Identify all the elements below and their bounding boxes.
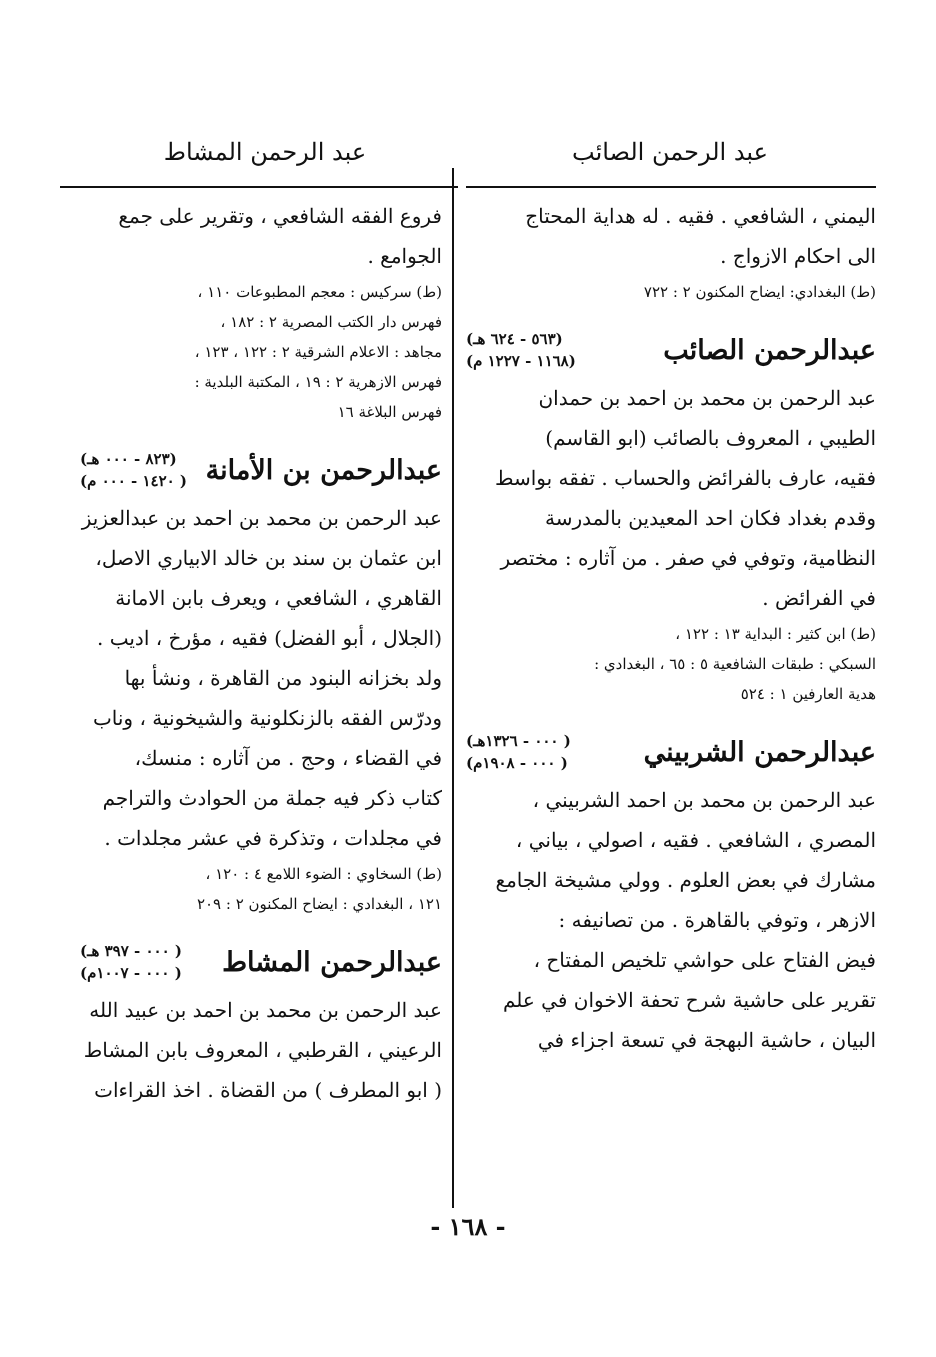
intro-line: فروع الفقه الشافعي ، وتقرير على جمع xyxy=(118,204,442,228)
entry-line: المصري ، الشافعي . فقيه ، اصولي ، بياني ، xyxy=(515,828,876,852)
intro-reference: فهرس البلاغة ١٦ xyxy=(337,403,442,421)
intro-reference: (ط) البغدادي: ايضاح المكنون ٢ : ٧٢٢ xyxy=(643,283,876,301)
entry-line: ( ابو المطرف ) من القضاة . اخذ القراءات xyxy=(94,1078,442,1102)
entry-line: في القضاء ، وحج . من آثاره : منسك، xyxy=(134,746,442,770)
column-divider xyxy=(452,168,454,1208)
page-number: - ١٦٨ - xyxy=(430,1212,506,1241)
entry-dates xyxy=(80,448,187,492)
entry-heading xyxy=(466,328,876,372)
entry-line: عبد الرحمن بن محمد بن احمد بن عبيد الله xyxy=(89,998,442,1022)
entry-line: عبد الرحمن بن محمد بن احمد بن حمدان xyxy=(538,386,876,410)
entry-line: عبد الرحمن بن محمد بن احمد بن عبدالعزيز xyxy=(81,506,442,530)
right-column xyxy=(466,196,876,1206)
intro-line: الى احكام الازواج . xyxy=(720,244,876,268)
running-header-right: عبد الرحمن الصائب xyxy=(572,138,768,166)
dates-gregorian: (١١٦٨ - ١٢٢٧ م) xyxy=(466,352,576,370)
entry-line: ودرّس الفقه بالزنكلونية والشيخونية ، وناب xyxy=(92,706,442,730)
entry-reference: ١٢١ ، البغدادي : ايضاح المكنون ٢ : ٢٠٩ xyxy=(196,895,442,913)
entry-line: في مجلدات ، وتذكرة في عشر مجلدات . xyxy=(104,826,442,850)
entry-dates xyxy=(80,940,182,984)
intro-line: اليمني ، الشافعي . فقيه . له هداية المحتاج xyxy=(525,204,876,228)
entry-heading xyxy=(466,730,876,774)
entry-name: عبدالرحمن الشربيني xyxy=(643,736,876,768)
entry-line: النظامية، وتوفي في صفر . من آثاره : مختصر xyxy=(500,546,876,570)
left-column xyxy=(80,196,442,1206)
entry-dates xyxy=(466,328,576,372)
entry-reference: السبكي : طبقات الشافعية ٥ : ٦٥ ، البغدادي : xyxy=(594,655,876,673)
entry-line: القاهري ، الشافعي ، ويعرف بابن الامانة xyxy=(115,586,442,610)
dates-hijri: (٥٦٣ - ٦٢٤ هـ) xyxy=(466,330,563,348)
running-header-left: عبد الرحمن المشاط xyxy=(163,138,367,166)
entry-line: ابن عثمان بن سند بن خالد الابياري الاصل، xyxy=(95,546,442,570)
header-rule-left xyxy=(60,186,458,188)
entry-line: البيان ، حاشية البهجة في تسعة اجزاء في xyxy=(537,1028,876,1052)
entry-name: عبدالرحمن بن الأمانة xyxy=(205,454,442,486)
entry-line: الطيبي ، المعروف بالصائب (ابو القاسم) xyxy=(545,426,876,450)
entry-line: ولد بخزانه البنود من القاهرة ، ونشأ بها xyxy=(124,666,442,690)
entry-dates xyxy=(466,730,571,774)
entry-line: في الفرائض . xyxy=(762,586,876,610)
entry-line: وقدم بغداد فكان احد المعيدين بالمدرسة xyxy=(544,506,876,530)
intro-reference: مجاهد : الاعلام الشرقية ٢ : ١٢٢ ، ١٢٣ ، xyxy=(194,343,442,361)
header-rule-right xyxy=(466,186,876,188)
entry-reference: (ط) ابن كثير : البداية ١٣ : ١٢٢ ، xyxy=(675,625,876,643)
entry-line: الازهر ، وتوفي بالقاهرة . من تصانيفه : xyxy=(558,908,876,932)
entry-line: الرعيني ، القرطبي ، المعروف بابن المشاط xyxy=(83,1038,442,1062)
dates-gregorian: ( ٠٠٠ - ١٠٠٧م) xyxy=(80,964,182,982)
entry-name: عبدالرحمن المشاط xyxy=(222,946,442,978)
entry-heading xyxy=(80,448,442,492)
dates-gregorian: ( ٠٠٠ - ١٩٠٨م) xyxy=(466,754,568,772)
entry-reference: (ط) السخاوي : الضوء اللامع ٤ : ١٢٠ ، xyxy=(205,865,442,883)
intro-reference: فهرس دار الكتب المصرية ٢ : ١٨٢ ، xyxy=(220,313,442,331)
entry-line: كتاب ذكر فيه جملة من الحوادث والتراجم xyxy=(102,786,442,810)
entry-line: عبد الرحمن بن محمد بن احمد الشربيني ، xyxy=(532,788,876,812)
entry-line: (الجلال ، أبو الفضل) فقيه ، مؤرخ ، اديب . xyxy=(97,626,442,650)
intro-line: الجوامع . xyxy=(367,244,442,268)
entry-line: تقرير على حاشية شرح تحفة الاخوان في علم xyxy=(502,988,876,1012)
entry-reference: هدية العارفين ١ : ٥٢٤ xyxy=(740,685,876,703)
intro-reference: (ط) سركيس : معجم المطبوعات ١١٠ ، xyxy=(197,283,442,301)
entry-line: فيض الفتاح على حواشي تلخيص المفتاح ، xyxy=(533,948,876,972)
dates-hijri: ( ٠٠٠ - ٣٩٧ هـ) xyxy=(80,942,182,960)
entry-heading xyxy=(80,940,442,984)
dates-gregorian: ( ١٤٢٠ - ٠٠٠ م) xyxy=(80,472,188,490)
entry-line: فقيه، عارف بالفرائض والحساب . تفقه بواسط xyxy=(494,466,876,490)
dates-hijri: (٨٢٣ - ٠٠٠ هـ) xyxy=(80,450,177,468)
dates-hijri: ( ٠٠٠ - ١٣٢٦هـ) xyxy=(466,732,571,750)
entry-name: عبدالرحمن الصائب xyxy=(663,334,876,366)
entry-line: مشارك في بعض العلوم . وولي مشيخة الجامع xyxy=(495,868,876,892)
intro-reference: فهرس الازهرية ٢ : ١٩ ، المكتبة البلدية : xyxy=(194,373,442,391)
